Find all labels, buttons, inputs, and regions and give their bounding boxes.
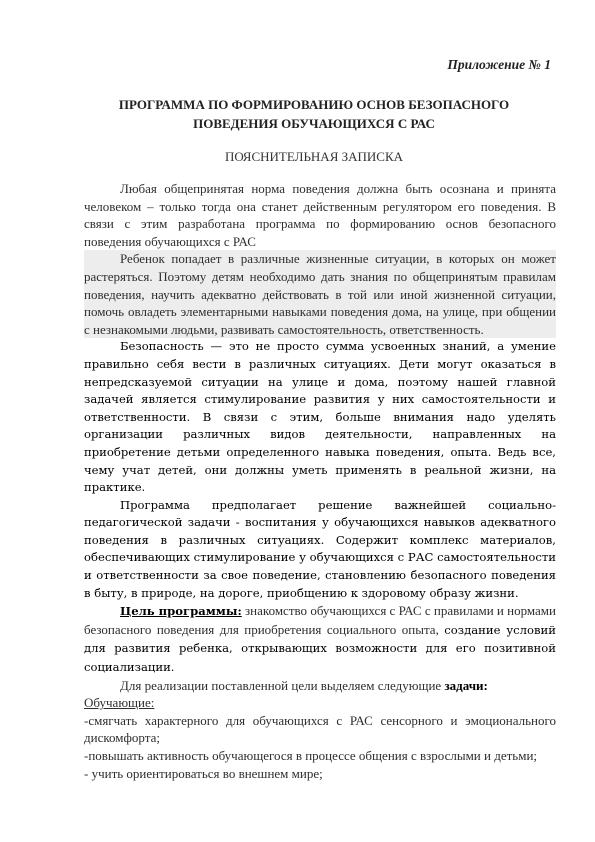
list-item: - учить ориентироваться во внешнем мире; [84, 765, 323, 781]
tasks-intro [84, 677, 556, 695]
paragraph-2: Ребенок попадает в различные жизненные ситуации, в которых он может растеряться. Поэтому детям необходимо дать знания по общепринятым правилам поведения, научить адекватно действовать в той или иной жизненной ситуации, помочь овладеть элементарными навыками поведения дома, на улице, при общении с незнакомыми людьми, развивать самостоятельность, ответственность. [84, 251, 556, 337]
tasks-intro-text: Для реализации поставленной цели выделяем следующие [120, 677, 445, 693]
title-line-1: ПРОГРАММА ПО ФОРМИРОВАНИЮ ОСНОВ БЕЗОПАСНОГО [118, 97, 510, 112]
goal-text-2: создание условий для развития ребенка, открывающих возможности для его позитивной социализации. [84, 622, 556, 675]
tasks-word: задачи: [444, 677, 488, 693]
section-heading: ПОЯСНИТЕЛЬНАЯ ЗАПИСКА [224, 149, 404, 164]
list-item: -повышать активность обучающегося в процессе общения с взрослыми и детьми; [84, 748, 538, 763]
document-title [84, 95, 544, 133]
title-line-2: ПОВЕДЕНИЯ ОБУЧАЮЩИХСЯ С РАС [193, 116, 435, 131]
goal-label: Цель программы: [120, 604, 242, 619]
appendix-label: Приложение № 1 [447, 57, 551, 72]
paragraph-1: Любая общепринятая норма поведения должна быть осознана и принята человеком – только тогда она станет действенным регулятором его поведения. В связи с этим разработана программа по формированию основ безопасного поведения обучающихся с РАС [84, 181, 556, 249]
paragraph-4: Программа предполагает решение важнейшей социально-педагогической задачи - воспитания у обучающихся навыков адекватного поведения в различных ситуациях. Содержит комплекс материалов, обеспечивающих стимулирование у обучающихся с РАС самостоятельности и ответственности за свое поведение, становлению безопасного поведения в быту, в природе, на дороге, приобщению к здоровому образу жизни. [84, 497, 556, 600]
list-item: -смягчать характерного для обучающихся с РАС сенсорного и эмоционального дискомфорта; [84, 712, 556, 746]
learning-heading: Обучающие: [84, 695, 155, 711]
goal-paragraph [84, 602, 556, 676]
document-body [84, 180, 556, 782]
paragraph-3: Безопасность — это не просто сумма усвоенных знаний, а умение правильно себя вести в различных ситуациях. Дети могут оказаться в непредсказуемой ситуации на улице и дома, поэтому нашей главной задачей является стимулирование развития у них самостоятельности и ответственности. В связи с этим, больше внимания надо уделять организации различных видов деятельности, направленных на приобретение детьми определенного навыка поведения, опыта. Ведь все, чему учат детей, они должны уметь применять в реальной жизни, на практике. [84, 339, 556, 495]
goal-text-1: знакомство обучающихся с РАС с правилами и нормами безопасного поведения для приобретения социального опыта, [84, 603, 556, 637]
